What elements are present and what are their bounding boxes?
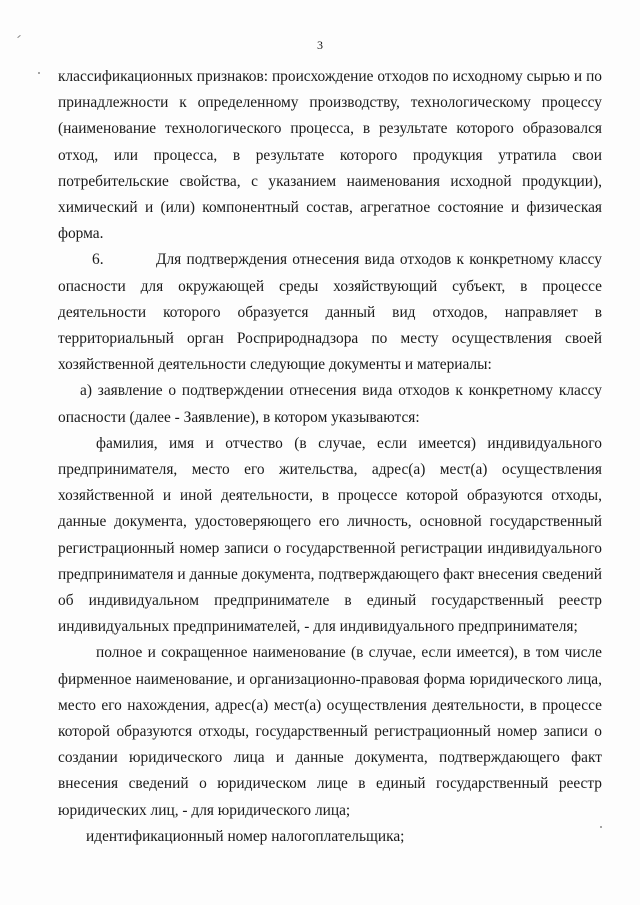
paragraph-legal-entity: полное и сокращенное наименование (в случае, если имеется), в том числе фирменное наименование, и организационно-правовая форма юридического лица, место его нахождения, адрес(а) мест(а) осуществления деятельности, в процессе которой образуются отходы, государственный регистрационный номер записи о создании юридического лица и данные документа, подтверждающего факт внесения сведений о юридическом лице в единый государственный реестр юридических лиц, - для юридического лица; <box>58 644 602 819</box>
item-number: 6. <box>92 251 104 269</box>
scan-artifact <box>38 72 40 74</box>
paragraph-subitem-a: а) заявление о подтверждении отнесения вида отходов к конкретному классу опасности (далее - Заявление), в котором указываются: <box>58 382 602 426</box>
document-body <box>58 64 602 850</box>
paragraph-individual-entrepreneur: фамилия, имя и отчество (в случае, если имеется) индивидуального предпринимателя, место его жительства, адрес(а) мест(а) осуществления хозяйственной и иной деятельности, в процессе которой образуются отходы, данные документа, удостоверяющего его личность, основной государственный регистрационный номер записи о государственной регистрации индивидуального предпринимателя и данные документа, подтверждающего факт внесения сведений об индивидуальном предпринимателе в единый государственный реестр индивидуальных предпринимателей, - для индивидуального предпринимателя; <box>58 434 602 636</box>
paragraph-item-6-text: Для подтверждения отнесения вида отходов к конкретному классу опасности для окружающей среды хозяйствующий субъект, в процессе деятельности которого образуется данный вид отходов, направляет в территориальный орган Росприроднадзора по месту осуществления своей хозяйственной деятельности следующие документы и материалы: <box>58 251 602 374</box>
paragraph-classification-features: классификационных признаков: происхождение отходов по исходному сырью и по принадлежности к определенному производству, технологическому процессу (наименование технологического процесса, в результате которого образовался отход, или процесса, в результате которого продукция утратила свои потребительские свойства, с указанием наименования исходной продукции), химический и (или) компонентный состав, агрегатное состояние и физическая форма. <box>58 68 602 243</box>
page-number: 3 <box>317 38 323 52</box>
paragraph-tax-id: идентификационный номер налогоплательщика; <box>86 827 405 845</box>
paragraph-item-6 <box>58 247 602 378</box>
